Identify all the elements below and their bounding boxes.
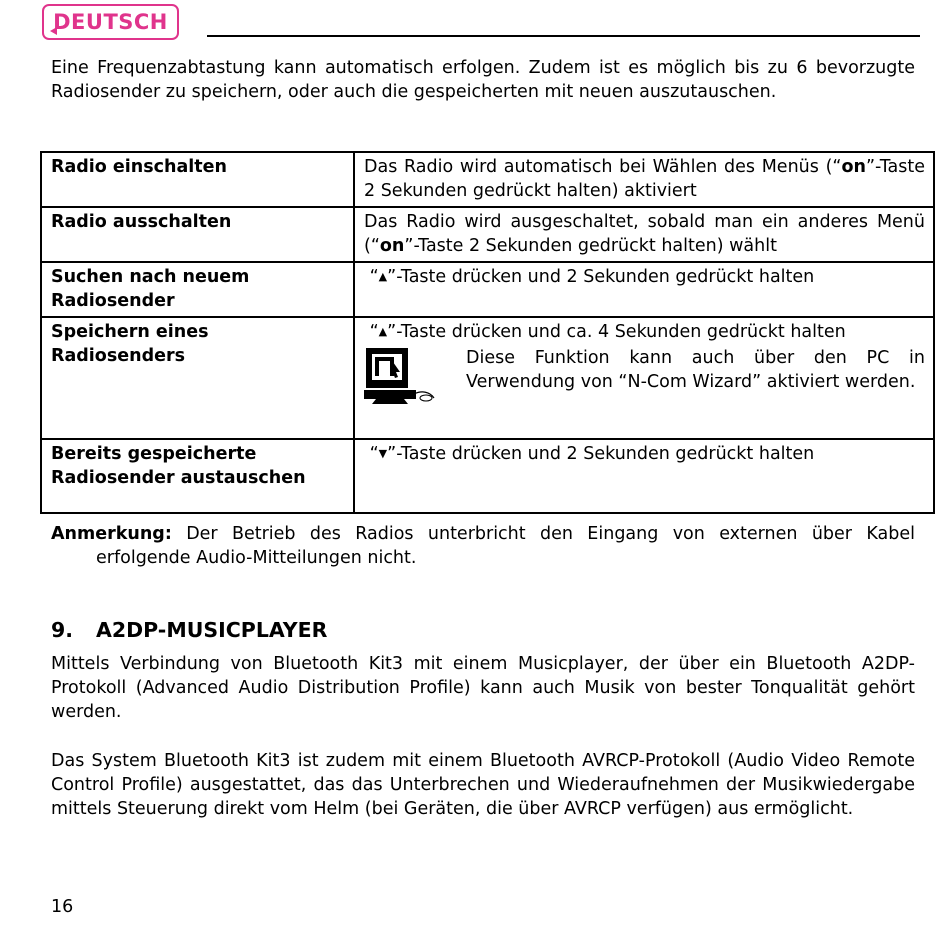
intro-paragraph: Eine Frequenzabtastung kann automatisch erfolgen. Zudem ist es möglich bis zu 6 bevorzugte Radiosender zu speichern, oder auch die gespeicherten mit neuen auszutauschen. bbox=[51, 58, 915, 102]
section-paragraph: Das System Bluetooth Kit3 ist zudem mit einem Bluetooth AVRCP-Protokoll (Audio Video Remote Control Profile) ausgestattet, das das Unterbrechen und Wiederaufnehmen der Musikwiedergabe mittels Steuerung direkt vom Helm (bei Geräten, die über AVRCP verfügen) aus ermöglicht. bbox=[51, 751, 915, 819]
up-arrow-key-icon: ▲ bbox=[378, 325, 388, 338]
down-arrow-key-icon: ▼ bbox=[378, 447, 388, 460]
section-title: A2DP-MUSICPLAYER bbox=[96, 618, 328, 642]
desc-text: Das Radio wird automatisch bei Wählen des Menüs (“ bbox=[364, 157, 842, 177]
row-description bbox=[354, 262, 934, 317]
note-text: Der Betrieb des Radios unterbricht den Eingang von externen über Kabel erfolgende Audio-Mitteilungen nicht. bbox=[96, 524, 915, 568]
up-arrow-key-icon: ▲ bbox=[378, 270, 388, 283]
pc-monitor-icon bbox=[364, 346, 464, 416]
row-description bbox=[354, 439, 934, 513]
header-rule bbox=[207, 35, 920, 37]
table-row bbox=[41, 439, 934, 513]
pc-note bbox=[364, 346, 925, 416]
quote-open: “ bbox=[369, 267, 379, 287]
row-description bbox=[354, 207, 934, 262]
row-label: Suchen nach neuem Radiosender bbox=[41, 262, 354, 317]
row-label: Radio ausschalten bbox=[41, 207, 354, 262]
desc-text: ”-Taste 2 Sekunden gedrückt halten) aktiviert bbox=[364, 157, 925, 201]
on-key-label: on bbox=[379, 236, 405, 256]
page-number: 16 bbox=[51, 897, 74, 917]
note-paragraph bbox=[51, 522, 915, 570]
desc-text: ”-Taste 2 Sekunden gedrückt halten) wählt bbox=[404, 236, 777, 256]
row-description bbox=[354, 152, 934, 207]
note-label: Anmerkung: bbox=[51, 524, 172, 544]
table-row bbox=[41, 207, 934, 262]
table-row bbox=[41, 317, 934, 439]
table-row bbox=[41, 262, 934, 317]
radio-functions-table bbox=[40, 151, 935, 514]
desc-text: Das Radio wird ausgeschaltet, sobald man ein anderes Menü (“ bbox=[364, 212, 925, 256]
row-description bbox=[354, 317, 934, 439]
language-badge bbox=[42, 4, 179, 40]
quote-open: “ bbox=[369, 322, 379, 342]
desc-text: ”-Taste drücken und ca. 4 Sekunden gedrückt halten bbox=[387, 322, 846, 342]
section-paragraph: Mittels Verbindung von Bluetooth Kit3 mit einem Musicplayer, der über ein Bluetooth A2DP-Protokoll (Advanced Audio Distribution Profile) kann auch Musik von bester Tonqualität gehört werden. bbox=[51, 654, 915, 722]
language-label: DEUTSCH bbox=[53, 10, 168, 34]
arrow-left-icon bbox=[50, 27, 57, 35]
pc-note-text: Diese Funktion kann auch über den PC in Verwendung von “N-Com Wizard” aktiviert werden. bbox=[466, 348, 925, 392]
quote-open: “ bbox=[369, 444, 379, 464]
row-label: Bereits gespeicherte Radiosender austauschen bbox=[41, 439, 354, 513]
section-number: 9. bbox=[51, 618, 74, 642]
table-row bbox=[41, 152, 934, 207]
row-label: Speichern eines Radiosenders bbox=[41, 317, 354, 439]
desc-text: ”-Taste drücken und 2 Sekunden gedrückt halten bbox=[387, 267, 815, 287]
row-label: Radio einschalten bbox=[41, 152, 354, 207]
section-heading bbox=[51, 618, 327, 642]
desc-text: ”-Taste drücken und 2 Sekunden gedrückt halten bbox=[387, 444, 815, 464]
on-key-label: on bbox=[841, 157, 866, 177]
